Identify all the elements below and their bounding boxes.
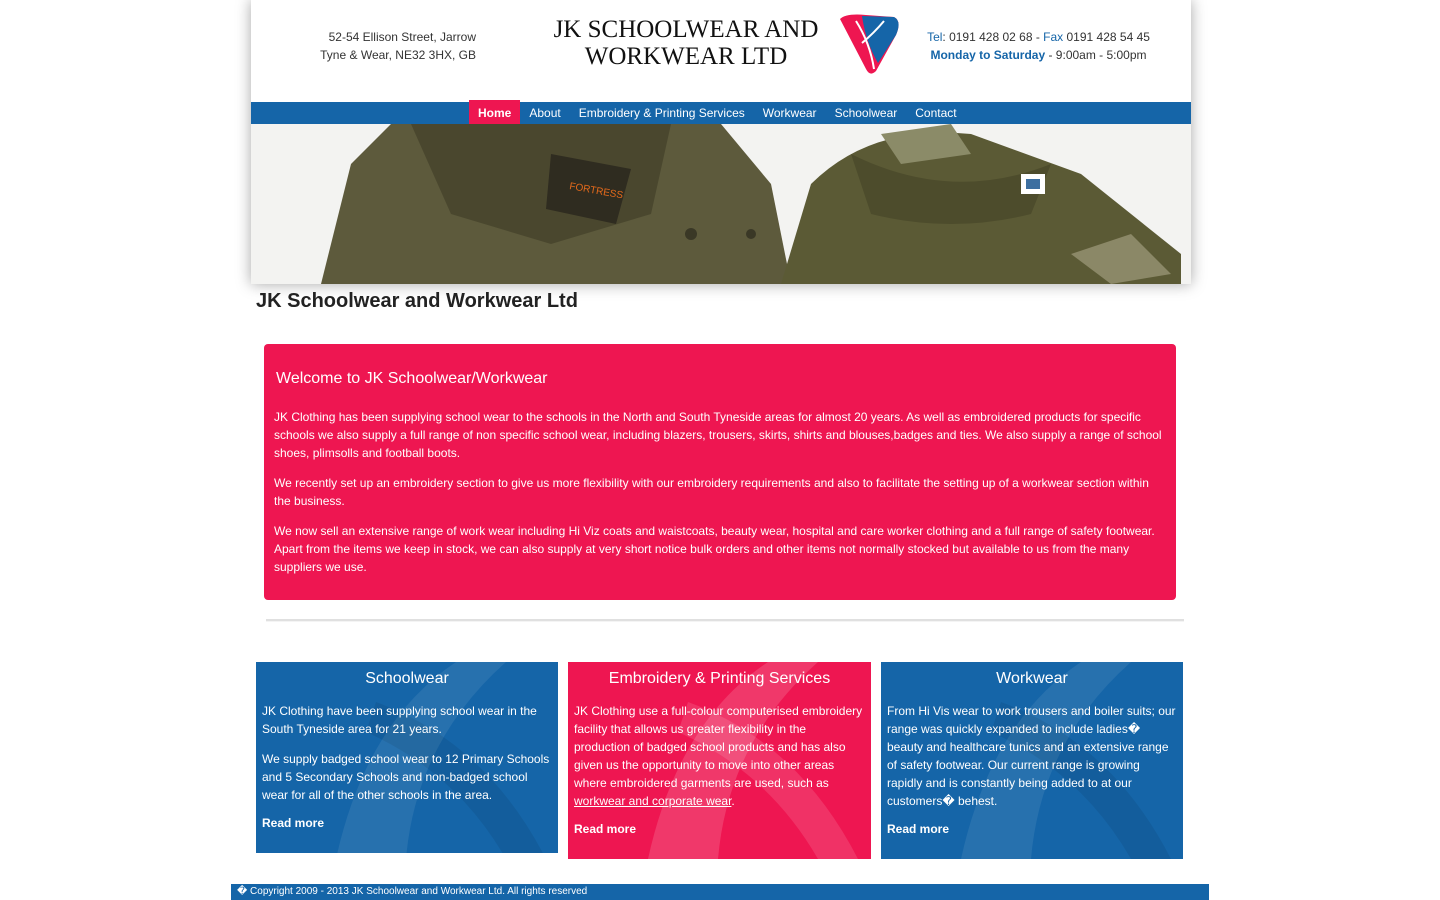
- schoolwear-card: [256, 662, 558, 853]
- card-text: JK Clothing have been supplying school wear in the South Tyneside area for 21 years.: [262, 704, 537, 736]
- card-text: [574, 702, 865, 810]
- nav-workwear[interactable]: Workwear: [762, 106, 817, 120]
- card-title: Embroidery & Printing Services: [608, 670, 831, 687]
- welcome-heading: Welcome to JK Schoolwear/Workwear: [276, 370, 548, 387]
- fax-number: 0191 428 54 45: [1063, 30, 1150, 44]
- divider: [266, 619, 1184, 622]
- welcome-panel: [264, 344, 1176, 600]
- workwear-card: [881, 662, 1183, 859]
- header: [251, 0, 1191, 284]
- fax-label: Fax: [1043, 30, 1064, 44]
- address: [311, 28, 476, 64]
- address-line: Tyne & Wear, NE32 3HX, GB: [320, 48, 476, 62]
- nav-about[interactable]: About: [529, 106, 561, 120]
- read-more-link[interactable]: Read more: [262, 816, 325, 830]
- card-text-span: .: [731, 794, 735, 808]
- logo-text[interactable]: [551, 16, 821, 70]
- welcome-paragraph: We now sell an extensive range of work wear including Hi Viz coats and waistcoats, beauty wear, hospital and care worker clothing and a full range of safety footwear. Apart from the items we keep in stock, we can also supply at very short notice bulk orders and other items not normally stocked but available to us from the many suppliers we use.: [274, 524, 1155, 574]
- read-more-link[interactable]: Read more: [887, 822, 950, 836]
- page-title: JK Schoolwear and Workwear Ltd: [256, 290, 578, 312]
- hero-banner-image: [251, 124, 1191, 284]
- footer-copyright: � Copyright 2009 - 2013 JK Schoolwear and Workwear Ltd. All rights reserved: [231, 884, 1209, 900]
- nav-contact[interactable]: Contact: [915, 106, 957, 120]
- card-title: Schoolwear: [365, 670, 449, 687]
- logo-line: WORKWEAR LTD: [584, 43, 788, 70]
- card-text: From Hi Vis wear to work trousers and boiler suits; our range was quickly expanded to include ladies� beauty and healthcare tunics and an extensive range of safety footwear. Our current range is growing rapidly and is constantly being added to at our customers� behest.: [887, 704, 1176, 808]
- card-text: We supply badged school wear to 12 Primary Schools and 5 Secondary Schools and non-badged school wear for all of the other schools in the area.: [262, 752, 550, 802]
- logo-line: JK SCHOOLWEAR AND: [553, 16, 819, 43]
- embroidery-card: [568, 662, 871, 859]
- welcome-paragraph: JK Clothing has been supplying school wear to the schools in the North and South Tyneside areas for almost 20 years. As well as embroidered products for specific schools we also supply a full range of non specific school wear, including blazers, trousers, skirts, shirts and blouses,badges and ties. We also supply a range of school shoes, plimsolls and football boots.: [274, 410, 1162, 460]
- nav-schoolwear[interactable]: Schoolwear: [834, 106, 898, 120]
- welcome-paragraph: We recently set up an embroidery section to give us more flexibility with our embroidery requirements and also to facilitate the setting up of a workwear section within the business.: [274, 476, 1149, 508]
- opening-hours: - 9:00am - 5:00pm: [1045, 48, 1147, 62]
- read-more-link[interactable]: Read more: [574, 822, 637, 836]
- main-nav: [251, 102, 1191, 124]
- logo-icon: [836, 13, 902, 75]
- opening-days: Monday to Saturday: [930, 48, 1046, 62]
- tel-number: : 0191 428 02 68 -: [942, 30, 1044, 44]
- svg-text:FORTRESS: FORTRESS: [568, 181, 624, 202]
- card-text-span: JK Clothing use a full-colour computerised embroidery facility that allows us greater flexibility in the production of badged school products and has also given us the opportunity to move into other areas where embroidered garments are used, such as: [574, 704, 863, 790]
- address-line: 52-54 Ellison Street, Jarrow: [328, 30, 476, 44]
- tel-label: Tel: [927, 30, 943, 44]
- card-title: Workwear: [996, 670, 1068, 687]
- contact-info: [916, 28, 1161, 64]
- workwear-corporate-link[interactable]: workwear and corporate wear: [574, 794, 732, 808]
- nav-embroidery[interactable]: Embroidery & Printing Services: [578, 106, 745, 120]
- nav-home[interactable]: Home: [469, 100, 520, 124]
